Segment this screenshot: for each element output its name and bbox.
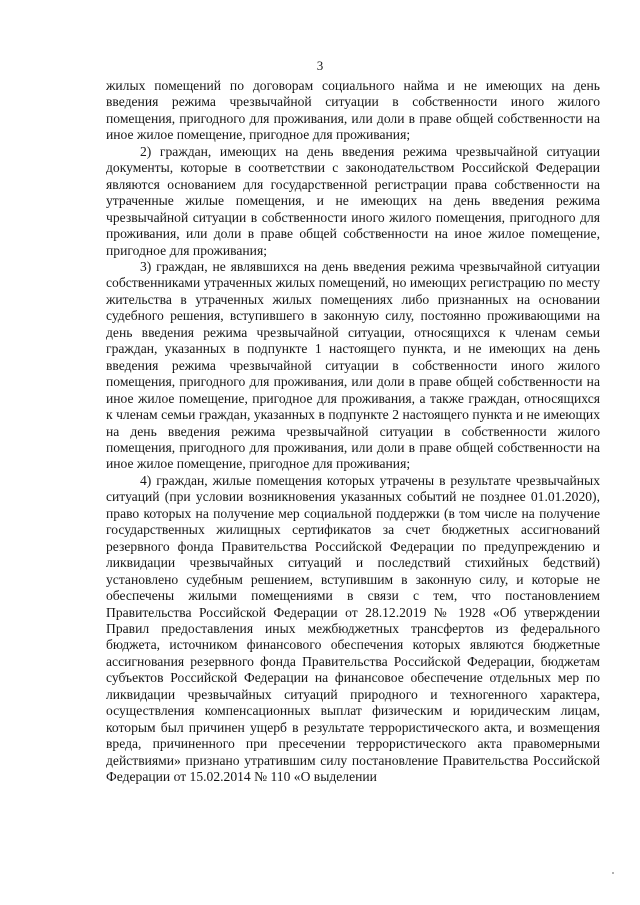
paragraph-continuation: жилых помещений по договорам социального найма и не имеющих на день введения режима чрезвычайной ситуации в собственности иного жилого помещения, пригодного для проживания, или доли в праве общей собственности на иное жилое помещение, пригодное для проживания;: [106, 78, 600, 143]
paragraph-item-4: 4) граждан, жилые помещения которых утрачены в результате чрезвычайных ситуаций (при условии возникновения указанных событий не позднее 01.01.2020), право которых на получение мер социальной поддержки (в том числе на получение государственных жилищных сертификатов за счет бюджетных ассигнований резервного фонда Правительства Российской Федерации по предупреждению и ликвидации чрезвычайных ситуаций и последствий стихийных бедствий) установлено судебным решением, вступившим в законную силу, и которые не обеспечены жилыми помещениями в связи с тем, что постановлением Правительства Российской Федерации от 28.12.2019 № 1928 «Об утверждении Правил предоставления иных межбюджетных трансфертов из федерального бюджета, источником финансового обеспечения которых являются бюджетные ассигнования резервного фонда Правительства Российской Федерации, бюджетам субъектов Российской Федерации на финансовое обеспечение отдельных мер по ликвидации чрезвычайных ситуаций природного и техногенного характера, осуществления компенсационных выплат физическим и юридическим лицам, которым был причинен ущерб в результате террористического акта, и возмещения вреда, причиненного при пресечении террористического акта правомерными действиями» признано утратившим силу постановление Правительства Российской Федерации от 15.02.2014 № 110 «О выделении: [106, 472, 600, 785]
paragraph-item-2: 2) граждан, имеющих на день введения режима чрезвычайной ситуации документы, которые в соответствии с законодательством Российской Федерации являются основанием для государственной регистрации права собственности на утраченные жилые помещения, и не имеющих на день введения режима чрезвычайной ситуации в собственности иного жилого помещения, пригодного для проживания, или доли в праве общей собственности на иное жилое помещение, пригодное для проживания;: [106, 143, 600, 258]
scan-speck: [612, 872, 614, 874]
document-body: [106, 78, 600, 785]
paragraph-item-3: 3) граждан, не являвшихся на день введения режима чрезвычайной ситуации собственниками утраченных жилых помещений, но имеющих регистрацию по месту жительства в утраченных жилых помещениях либо признанных на основании судебного решения, вступившего в законную силу, постоянно проживающими на день введения режима чрезвычайной ситуации, относящихся к членам семьи граждан, указанных в подпункте 1 настоящего пункта, и не имеющих на день введения режима чрезвычайной ситуации в собственности иного жилого помещения, пригодного для проживания, или доли в праве общей собственности на иное жилое помещение, пригодное для проживания, а также граждан, относящихся к членам семьи граждан, указанных в подпункте 2 настоящего пункта и не имеющих на день введения режима чрезвычайной ситуации в собственности жилого помещения, пригодного для проживания, или доли в праве общей собственности на иное жилое помещение, пригодное для проживания;: [106, 258, 600, 472]
page-number: 3: [316, 58, 324, 73]
